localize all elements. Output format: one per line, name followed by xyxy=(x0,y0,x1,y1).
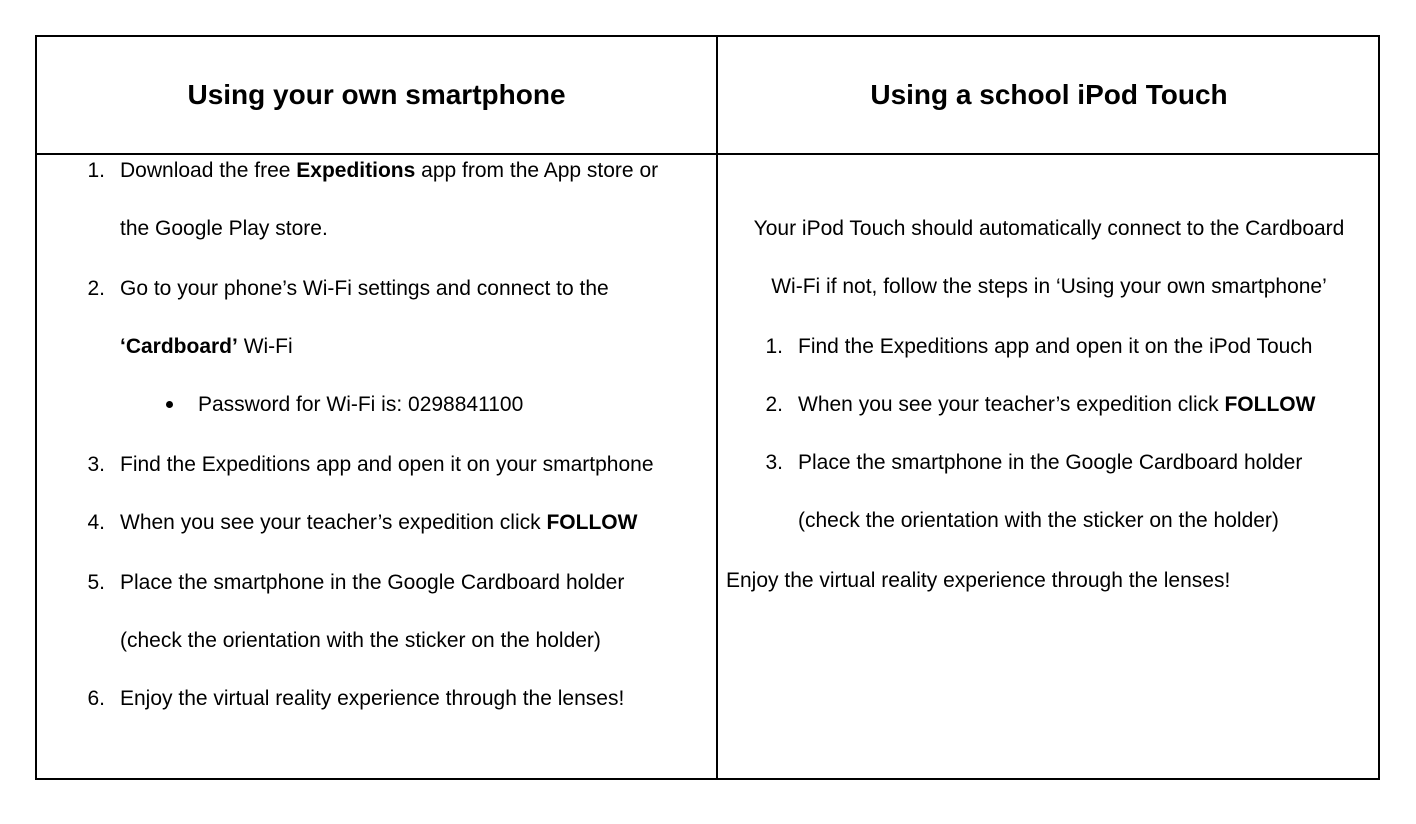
step-number: 3. xyxy=(765,451,783,474)
step-number: 2. xyxy=(765,393,783,416)
header-divider xyxy=(37,153,1378,155)
step-3: Find the Expeditions app and open it on your smartphone xyxy=(120,453,654,476)
wifi-password: Password for Wi-Fi is: 0298841100 xyxy=(198,393,524,416)
ipod-step-1: Find the Expeditions app and open it on the iPod Touch xyxy=(798,335,1313,358)
step-6: Enjoy the virtual reality experience through the lenses! xyxy=(120,687,625,710)
ipod-intro-line-2: Wi-Fi if not, follow the steps in ‘Using your own smartphone’ xyxy=(771,275,1327,298)
step-2-line-1: Go to your phone’s Wi-Fi settings and connect to the xyxy=(120,277,609,300)
follow-keyword: FOLLOW xyxy=(546,511,638,534)
left-column-header: Using your own smartphone xyxy=(187,79,566,110)
ipod-intro-line-1: Your iPod Touch should automatically connect to the Cardboard xyxy=(753,217,1345,240)
step-5-line-2: (check the orientation with the sticker on the holder) xyxy=(120,629,601,652)
app-name: Expeditions xyxy=(296,159,416,182)
ipod-step-2: When you see your teacher’s expedition click FOLLOW xyxy=(798,393,1316,416)
wifi-name: ‘Cardboard’ xyxy=(120,335,238,358)
follow-keyword: FOLLOW xyxy=(1224,393,1316,416)
ipod-outro: Enjoy the virtual reality experience through the lenses! xyxy=(726,569,1231,592)
right-column-header: Using a school iPod Touch xyxy=(870,79,1228,110)
ipod-step-3-line-2: (check the orientation with the sticker on the holder) xyxy=(798,509,1279,532)
step-5-line-1: Place the smartphone in the Google Cardboard holder xyxy=(120,571,625,594)
instructions-table xyxy=(35,35,1380,780)
step-number: 3. xyxy=(87,453,105,476)
bullet-icon xyxy=(166,401,173,408)
step-number: 6. xyxy=(87,687,105,710)
step-number: 4. xyxy=(87,511,105,534)
step-1-line-1: Download the free Expeditions app from the App store or xyxy=(120,159,659,182)
ipod-step-3-line-1: Place the smartphone in the Google Cardboard holder xyxy=(798,451,1303,474)
step-2-line-2: ‘Cardboard’ Wi-Fi xyxy=(120,335,293,358)
step-number: 2. xyxy=(87,277,105,300)
step-4: When you see your teacher’s expedition click FOLLOW xyxy=(120,511,638,534)
step-1-line-2: the Google Play store. xyxy=(120,217,328,240)
step-number: 5. xyxy=(87,571,105,594)
step-number: 1. xyxy=(765,335,783,358)
step-number: 1. xyxy=(87,159,105,182)
